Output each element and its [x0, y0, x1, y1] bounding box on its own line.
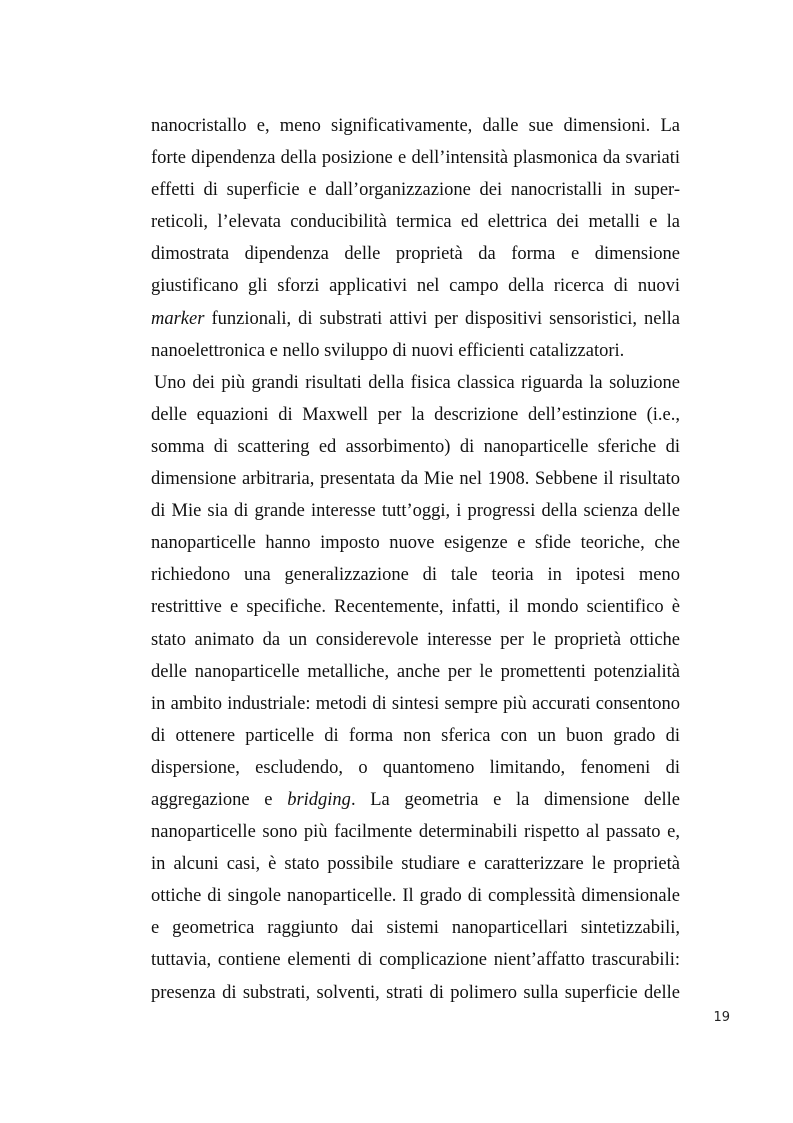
page-number: 19 — [713, 1010, 730, 1025]
text-line — [151, 816, 680, 848]
text-line — [151, 591, 680, 623]
text-line — [151, 977, 680, 1009]
text-segment: giustificano gli sforzi applicativi nel campo della ricerca di nuovi — [151, 276, 680, 297]
text-line — [151, 270, 680, 302]
text-line — [151, 495, 680, 527]
text-segment: in ambito industriale: metodi di sintesi sempre più accurati consentono — [151, 693, 680, 714]
text-line — [151, 367, 680, 399]
text-segment: richiedono una generalizzazione di tale teoria in ipotesi meno — [151, 565, 680, 586]
text-line — [151, 238, 680, 270]
text-segment: delle nanoparticelle metalliche, anche per le promettenti potenzialità — [151, 661, 680, 682]
text-segment: forte dipendenza della posizione e dell’intensità plasmonica da svariati — [151, 148, 680, 169]
text-segment: nanoelettronica e nello sviluppo di nuovi efficienti catalizzatori. — [151, 340, 625, 361]
text-segment: somma di scattering ed assorbimento) di nanoparticelle sferiche di — [151, 436, 680, 457]
text-line — [151, 399, 680, 431]
text-segment: e geometrica raggiunto dai sistemi nanoparticellari sintetizzabili, — [151, 918, 680, 939]
text-line — [151, 656, 680, 688]
text-line — [151, 688, 680, 720]
text-segment: restrittive e specifiche. Recentemente, infatti, il mondo scientifico è — [151, 597, 680, 618]
text-line — [151, 848, 680, 880]
text-line — [151, 624, 680, 656]
text-line — [151, 431, 680, 463]
text-segment: di Mie sia di grande interesse tutt’oggi, i progressi della scienza delle — [151, 501, 680, 522]
text-line — [151, 944, 680, 976]
text-line — [151, 912, 680, 944]
text-line — [151, 752, 680, 784]
text-segment: funzionali, di substrati attivi per dispositivi sensoristici, nella — [204, 308, 680, 329]
text-segment: effetti di superficie e dall’organizzazione dei nanocristalli in super- — [151, 180, 680, 201]
text-line — [151, 527, 680, 559]
text-segment: Uno dei più grandi risultati della fisica classica riguarda la soluzione — [154, 372, 680, 393]
text-segment: dimensione arbitraria, presentata da Mie nel 1908. Sebbene il risultato — [151, 469, 680, 490]
text-line — [151, 559, 680, 591]
text-line — [151, 174, 680, 206]
text-segment: di ottenere particelle di forma non sferica con un buon grado di — [151, 725, 680, 746]
text-line — [151, 110, 680, 142]
text-segment: nanoparticelle sono più facilmente determinabili rispetto al passato e, — [151, 822, 680, 843]
text-line — [151, 335, 680, 367]
text-line — [151, 784, 680, 816]
italic-term: marker — [151, 308, 205, 329]
text-segment: reticoli, l’elevata conducibilità termica ed elettrica dei metalli e la — [151, 212, 680, 233]
text-segment: dispersione, escludendo, o quantomeno limitando, fenomeni di — [151, 757, 680, 778]
text-line — [151, 142, 680, 174]
text-line — [151, 206, 680, 238]
text-segment: nanocristallo e, meno significativamente, dalle sue dimensioni. La — [151, 116, 680, 136]
text-segment: ottiche di singole nanoparticelle. Il grado di complessità dimensionale — [151, 886, 680, 907]
text-segment: presenza di substrati, solventi, strati di polimero sulla superficie delle — [151, 982, 680, 1003]
text-line — [151, 720, 680, 752]
text-segment: delle equazioni di Maxwell per la descrizione dell’estinzione (i.e., — [151, 404, 680, 425]
text-segment: tuttavia, contiene elementi di complicazione nient’affatto trascurabili: — [151, 950, 680, 971]
text-segment: in alcuni casi, è stato possibile studiare e caratterizzare le proprietà — [151, 854, 680, 875]
text-segment: nanoparticelle hanno imposto nuove esigenze e sfide teoriche, che — [151, 533, 680, 554]
text-line — [151, 303, 680, 335]
body-text — [151, 110, 680, 1009]
italic-term: bridging — [287, 789, 351, 810]
text-line — [151, 463, 680, 495]
text-line — [151, 880, 680, 912]
text-segment: stato animato da un considerevole interesse per le proprietà ottiche — [151, 629, 680, 650]
text-segment: aggregazione e — [151, 789, 288, 810]
text-segment: dimostrata dipendenza delle proprietà da forma e dimensione — [151, 244, 680, 265]
text-segment: . La geometria e la dimensione delle — [350, 789, 680, 810]
